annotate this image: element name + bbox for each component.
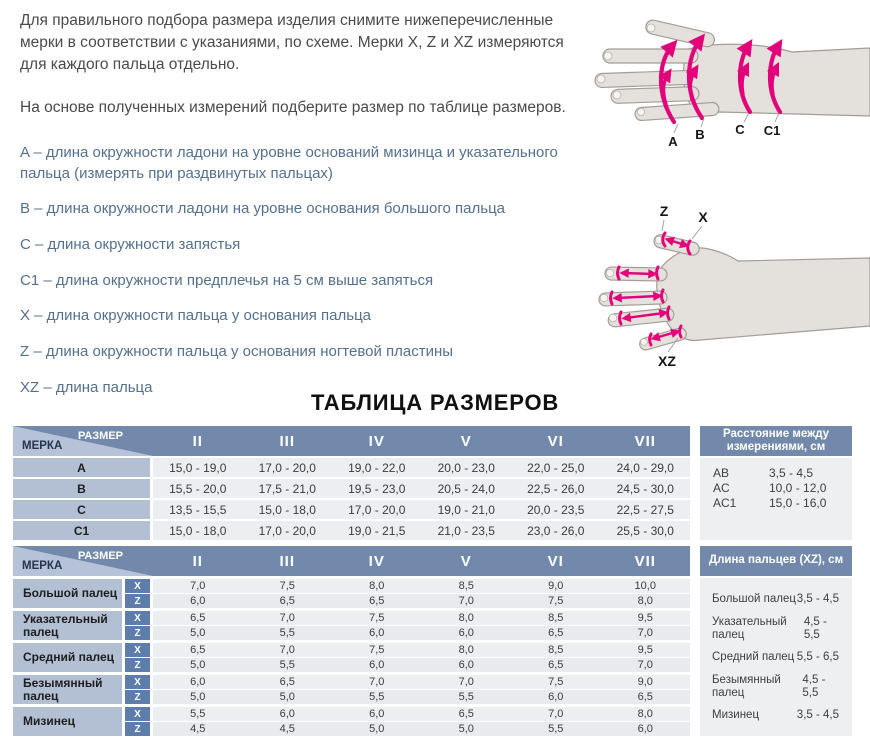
finger-measure-diagram-icon: [578, 184, 870, 380]
value-cell: 21,0 - 23,5: [422, 521, 512, 540]
finger-label: Безымянный палец: [13, 675, 125, 704]
distance-panel-title: Расстояние между измерениями, см: [700, 426, 852, 456]
x-badge: X: [125, 707, 153, 721]
size-column-header: V: [422, 546, 512, 576]
circumference-table-section: [13, 426, 852, 540]
z-badge: Z: [125, 594, 153, 608]
finger-row-group: [13, 579, 690, 608]
value-cell: 19,5 - 23,0: [332, 479, 422, 498]
z-value-cell: 6,0: [332, 626, 422, 640]
value-cell: 13,5 - 15,5: [153, 500, 243, 519]
value-cell: 15,0 - 18,0: [243, 500, 333, 519]
finger-length-label: Большой палец: [712, 593, 796, 605]
z-value-cell: 7,0: [601, 626, 691, 640]
x-value-cell: 9,5: [601, 643, 691, 657]
x-value-cell: 7,0: [153, 579, 243, 593]
distance-panel-body: [700, 458, 852, 540]
diagram-label-c: C: [735, 122, 745, 137]
table-body: [13, 458, 690, 540]
measurement-definition-item: Z – длина окружности пальца у основания ногтевой пластины: [20, 343, 454, 361]
x-value-cell: 7,0: [332, 675, 422, 689]
z-value-cell: 6,0: [601, 722, 691, 736]
measurement-definition-item: XZ – длина пальца: [20, 378, 153, 396]
finger-length-row: [712, 674, 839, 700]
finger-length-row: [712, 709, 839, 722]
x-value-cell: 8,0: [422, 611, 512, 625]
corner-cell: [13, 426, 153, 456]
table-body: [13, 579, 690, 736]
corner-measure-label: МЕРКА: [22, 560, 63, 572]
size-column-header: VI: [511, 426, 601, 456]
z-value-cell: 6,5: [511, 658, 601, 672]
x-badge: X: [125, 579, 153, 593]
value-cell: 24,5 - 30,0: [601, 479, 691, 498]
value-cell: 17,0 - 20,0: [243, 458, 333, 477]
table-header-row: [13, 426, 690, 456]
finger-length-label: Безымянный палец: [712, 673, 781, 699]
x-value-cell: 7,5: [243, 579, 333, 593]
value-cell: 19,0 - 21,0: [422, 500, 512, 519]
x-value-cell: 7,0: [422, 675, 512, 689]
x-badge: X: [125, 611, 153, 625]
value-cell: 20,5 - 24,0: [422, 479, 512, 498]
finger-label: Большой палец: [13, 579, 125, 608]
size-column-header: V: [422, 426, 512, 456]
x-value-cell: 7,0: [243, 643, 333, 657]
row-label: C1: [13, 521, 153, 540]
row-label: B: [13, 479, 153, 498]
z-value-cell: 6,5: [332, 594, 422, 608]
hand-shape: [595, 19, 870, 121]
size-table-title: ТАБЛИЦА РАЗМЕРОВ: [310, 390, 560, 415]
intro-text-column: [20, 10, 572, 414]
finger-label: Указательный палец: [13, 611, 125, 640]
value-cell: 15,0 - 19,0: [153, 458, 243, 477]
measure-row: [13, 521, 690, 540]
diagram-label-c1: C1: [763, 123, 781, 138]
x-value-cell: 9,5: [601, 611, 691, 625]
z-badge: Z: [125, 626, 153, 640]
x-value-cell: 7,5: [511, 675, 601, 689]
x-value-cell: 6,0: [332, 707, 422, 721]
x-value-cell: 8,5: [422, 579, 512, 593]
value-cell: 25,5 - 30,0: [601, 521, 691, 540]
x-value-cell: 8,0: [601, 707, 691, 721]
x-value-cell: 7,0: [243, 611, 333, 625]
x-value-cell: 6,5: [153, 611, 243, 625]
x-value-cell: 7,5: [332, 643, 422, 657]
distance-row: [713, 481, 844, 496]
finger-length-value: 3,5 - 4,5: [796, 709, 839, 721]
x-value-cell: 8,5: [511, 643, 601, 657]
size-column-header: III: [243, 426, 333, 456]
distance-row: [713, 466, 844, 481]
value-cell: 24,0 - 29,0: [601, 458, 691, 477]
corner-cell: [13, 546, 153, 576]
finger-length-label: Указательный палец: [712, 615, 787, 641]
finger-length-value: 5,5 - 6,5: [796, 651, 839, 663]
diagram-label-x: X: [698, 209, 708, 225]
distance-label: AC1: [713, 496, 737, 510]
value-cell: 22,5 - 27,5: [601, 500, 691, 519]
finger-length-panel: [700, 546, 852, 736]
diagram-label-b: B: [695, 127, 705, 142]
size-column-header: VI: [511, 546, 601, 576]
measurement-definition-item: C1 – длина окружности предплечья на 5 см выше запяться: [20, 271, 434, 289]
finger-length-label: Средний палец: [712, 651, 795, 663]
z-value-cell: 8,0: [601, 594, 691, 608]
size-column-header: VII: [601, 546, 691, 576]
size-column-header: II: [153, 546, 243, 576]
hand-diagrams-column: [578, 2, 870, 380]
value-cell: 19,0 - 22,0: [332, 458, 422, 477]
corner-size-label: РАЗМЕР: [77, 430, 123, 442]
x-value-cell: 6,5: [153, 643, 243, 657]
finger-length-value: 4,5 - 5,5: [802, 673, 826, 699]
x-value-cell: 6,5: [243, 675, 333, 689]
value-cell: 17,0 - 20,0: [332, 500, 422, 519]
z-value-cell: 6,0: [153, 594, 243, 608]
z-badge: Z: [125, 722, 153, 736]
measurement-definitions: [20, 143, 572, 399]
measurement-definition-item: B – длина окружности ладони на уровне основания большого пальца: [20, 200, 506, 218]
finger-row-group: [13, 675, 690, 704]
z-value-cell: 6,5: [243, 594, 333, 608]
finger-label: Средний палец: [13, 643, 125, 672]
size-column-header: IV: [332, 546, 422, 576]
value-cell: 22,5 - 26,0: [511, 479, 601, 498]
z-value-cell: 6,0: [332, 658, 422, 672]
finger-length-row: [712, 593, 839, 606]
z-badge: Z: [125, 658, 153, 672]
x-value-cell: 6,0: [243, 707, 333, 721]
z-value-cell: 5,5: [511, 722, 601, 736]
finger-row-group: [13, 611, 690, 640]
distance-value: 3,5 - 4,5: [769, 466, 814, 480]
finger-length-label: Мизинец: [712, 709, 760, 721]
finger-length-panel-title: Длина пальцев (XZ), см: [700, 546, 852, 576]
z-value-cell: 4,5: [243, 722, 333, 736]
z-value-cell: 5,0: [332, 722, 422, 736]
value-cell: 22,0 - 25,0: [511, 458, 601, 477]
value-cell: 15,5 - 20,0: [153, 479, 243, 498]
z-value-cell: 6,0: [422, 626, 512, 640]
z-value-cell: 6,5: [601, 690, 691, 704]
distance-label: AC: [713, 481, 730, 495]
x-badge: X: [125, 643, 153, 657]
measure-row: [13, 500, 690, 519]
z-value-cell: 5,0: [153, 690, 243, 704]
value-cell: 19,0 - 21,5: [332, 521, 422, 540]
value-cell: 23,0 - 26,0: [511, 521, 601, 540]
z-value-cell: 5,0: [243, 690, 333, 704]
z-value-cell: 5,0: [422, 722, 512, 736]
distance-label: AB: [713, 466, 730, 480]
distance-value: 15,0 - 16,0: [769, 496, 827, 510]
finger-size-table: [13, 546, 690, 736]
x-value-cell: 9,0: [601, 675, 691, 689]
x-value-cell: 7,0: [511, 707, 601, 721]
size-column-header: II: [153, 426, 243, 456]
z-value-cell: 6,5: [511, 626, 601, 640]
finger-length-row: [712, 616, 839, 642]
table-header-row: [13, 546, 690, 576]
x-value-cell: 8,5: [511, 611, 601, 625]
distance-value: 10,0 - 12,0: [769, 481, 827, 495]
finger-length-row: [712, 651, 839, 664]
hand-shape: [599, 234, 870, 352]
intro-paragraph-1: Для правильного подбора размера изделия снимите нижеперечисленные мерки в соответствии с указаниями, по схеме. Мерки X, Z и XZ измеряются для каждого пальца отдельно.: [20, 12, 564, 73]
value-cell: 20,0 - 23,0: [422, 458, 512, 477]
diagram-label-z: Z: [659, 203, 669, 219]
x-value-cell: 6,0: [153, 675, 243, 689]
x-value-cell: 5,5: [153, 707, 243, 721]
value-cell: 17,0 - 20,0: [243, 521, 333, 540]
z-value-cell: 7,0: [601, 658, 691, 672]
x-value-cell: 8,0: [332, 579, 422, 593]
size-column-header: IV: [332, 426, 422, 456]
row-label: C: [13, 500, 153, 519]
z-badge: Z: [125, 690, 153, 704]
measure-row: [13, 479, 690, 498]
x-value-cell: 8,0: [422, 643, 512, 657]
finger-row-group: [13, 707, 690, 736]
hand-circumference-diagram-icon: [578, 2, 870, 170]
value-cell: 17,5 - 21,0: [243, 479, 333, 498]
corner-measure-label: МЕРКА: [22, 440, 63, 452]
x-value-cell: 6,5: [422, 707, 512, 721]
z-value-cell: 7,0: [422, 594, 512, 608]
diagram-label-a: A: [668, 134, 678, 149]
finger-length-panel-body: [700, 578, 852, 736]
circumference-size-table: [13, 426, 690, 540]
measurement-definition-item: C – длина окружности запястья: [20, 236, 241, 254]
row-label: A: [13, 458, 153, 477]
finger-length-value: 3,5 - 4,5: [796, 593, 839, 605]
z-value-cell: 5,5: [243, 626, 333, 640]
measurement-definition-item: A – длина окружности ладони на уровне оснований мизинца и указательного пальца (измерять при раздвинутых пальцах): [20, 144, 558, 182]
x-badge: X: [125, 675, 153, 689]
measure-row: [13, 458, 690, 477]
size-column-header: VII: [601, 426, 691, 456]
z-value-cell: 5,5: [422, 690, 512, 704]
intro-paragraph-2: На основе полученных измерений подберите размер по таблице размеров.: [20, 99, 566, 116]
z-value-cell: 5,0: [153, 626, 243, 640]
size-column-header: III: [243, 546, 333, 576]
finger-row-group: [13, 643, 690, 672]
z-value-cell: 5,5: [243, 658, 333, 672]
corner-size-label: РАЗМЕР: [77, 550, 123, 562]
distance-row: [713, 496, 844, 511]
diagram-label-xz: XZ: [658, 353, 676, 369]
value-cell: 20,0 - 23,5: [511, 500, 601, 519]
z-value-cell: 5,5: [332, 690, 422, 704]
z-value-cell: 6,0: [422, 658, 512, 672]
z-value-cell: 7,5: [511, 594, 601, 608]
distance-panel: [700, 426, 852, 540]
finger-label: Мизинец: [13, 707, 125, 736]
z-value-cell: 6,0: [511, 690, 601, 704]
value-cell: 15,0 - 18,0: [153, 521, 243, 540]
x-value-cell: 9,0: [511, 579, 601, 593]
x-value-cell: 7,5: [332, 611, 422, 625]
x-value-cell: 10,0: [601, 579, 691, 593]
measurement-definition-item: X – длина окружности пальца у основания пальца: [20, 307, 372, 325]
z-value-cell: 4,5: [153, 722, 243, 736]
z-value-cell: 5,0: [153, 658, 243, 672]
finger-table-section: [13, 546, 852, 736]
finger-length-value: 4,5 - 5,5: [803, 615, 827, 641]
